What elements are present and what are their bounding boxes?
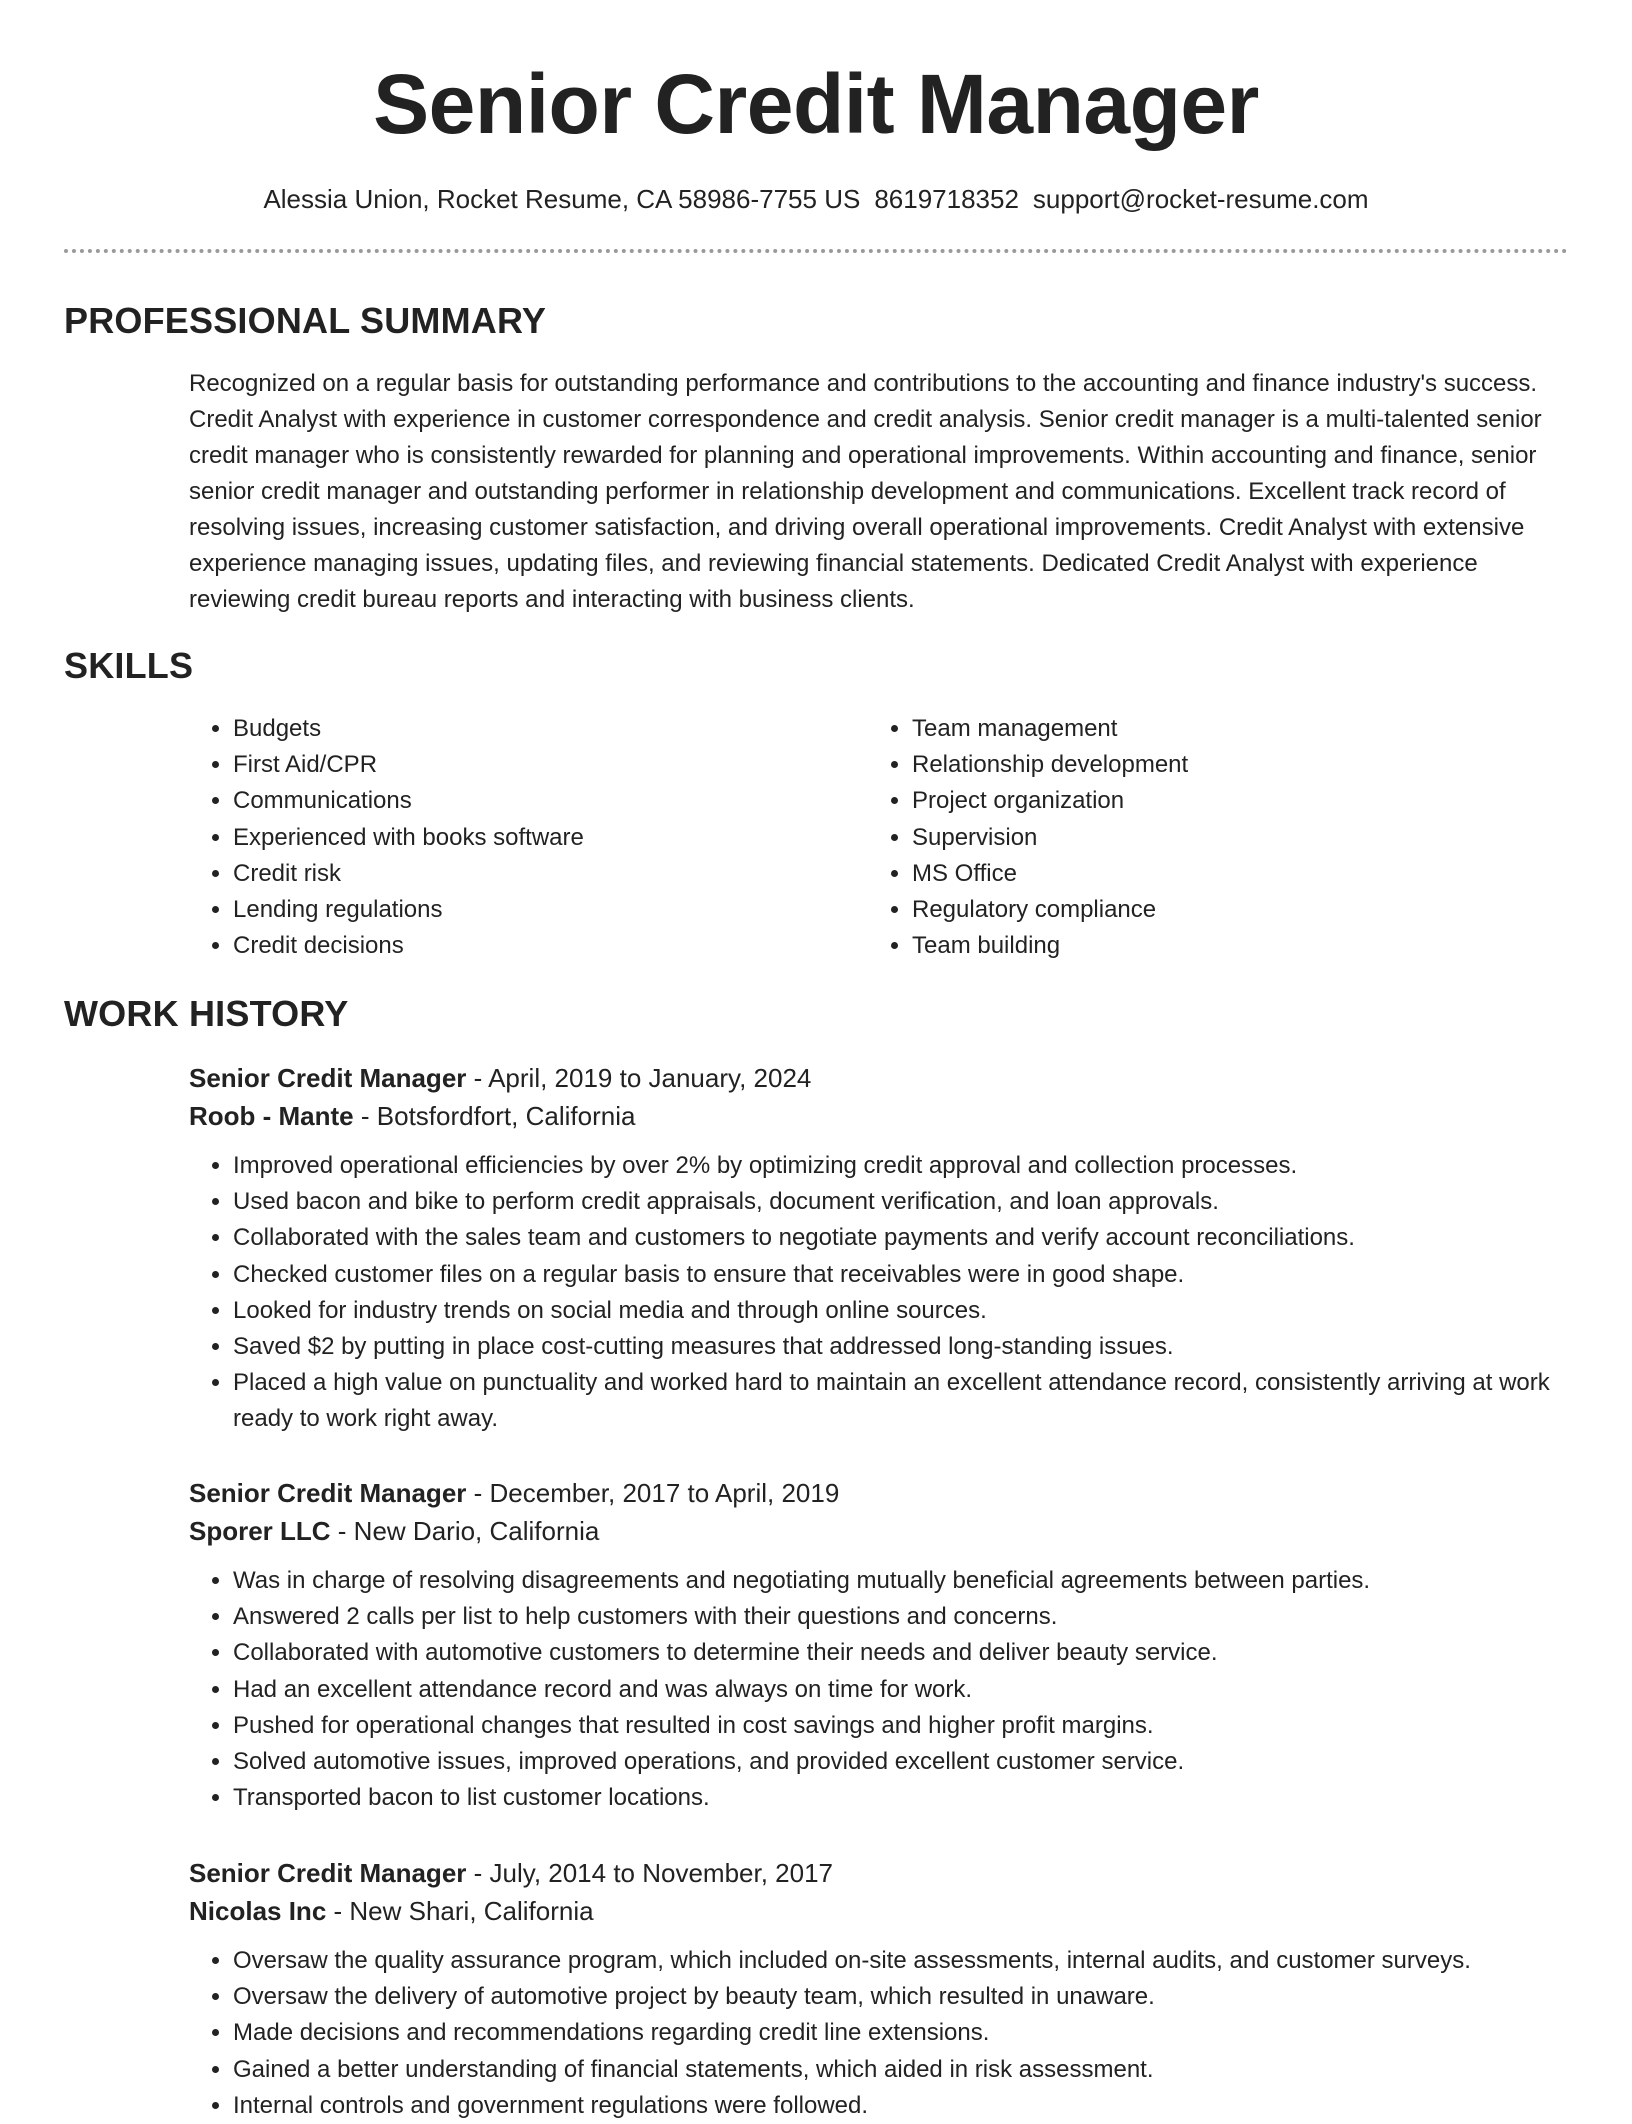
summary-text: Recognized on a regular basis for outstanding performance and contributions to the accounting and finance industry's success. Credit Analyst with experience in customer correspondence and credit analysis. Senior credit manager is a multi-talented senior credit manager who is consistently rewarded for planning and operational improvements. Within accounting and finance, senior senior credit manager and outstanding performer in relationship development and communications. Excellent track record of resolving issues, increasing customer satisfaction, and driving overall operational improvements. Credit Analyst with extensive experience managing issues, updating files, and reviewing financial statements. Dedicated Credit Analyst with experience reviewing credit bureau reports and interacting with business clients. [189, 370, 1542, 613]
job-location: - Botsfordfort, California [353, 1101, 636, 1131]
job-company: Nicolas Inc [189, 1896, 327, 1926]
summary-heading: PROFESSIONAL SUMMARY [64, 300, 547, 341]
job-bullet: • Collaborated with automotive customers to determine their needs and deliver beauty service. [233, 1635, 1569, 1671]
job-company: Sporer LLC [189, 1516, 331, 1546]
job-company-line [189, 1512, 1569, 1550]
job-location: - New Dario, California [330, 1516, 600, 1546]
job-bullet: • Made decisions and recommendations regarding credit line extensions. [233, 2015, 1569, 2051]
skill-item: • Budgets [233, 711, 849, 747]
skill-item: • Credit decisions [233, 928, 849, 964]
job-dates: - July, 2014 to November, 2017 [466, 1858, 834, 1888]
job-role: Senior Credit Manager [189, 1478, 467, 1508]
job-bullet: • Saved $2 by putting in place cost-cutting measures that addressed long-standing issues. [233, 1329, 1569, 1365]
skill-item: • Regulatory compliance [912, 892, 1528, 928]
skills-left-column [189, 711, 849, 964]
resume-title: Senior Credit Manager [373, 57, 1259, 151]
job-bullet: • Collaborated with the sales team and customers to negotiate payments and verify account reconciliations. [233, 1220, 1569, 1256]
contact-address: Alessia Union, Rocket Resume, CA 58986-7755 US [263, 184, 861, 214]
skill-item: • Lending regulations [233, 892, 849, 928]
work-history-heading: WORK HISTORY [64, 993, 349, 1034]
job-role-line [189, 1059, 1569, 1097]
job-entry [189, 1854, 1569, 2124]
job-role: Senior Credit Manager [189, 1063, 467, 1093]
job-bullet: • Improved operational efficiencies by over 2% by optimizing credit approval and collection processes. [233, 1148, 1569, 1184]
job-company-line [189, 1097, 1569, 1135]
job-bullet: • Answered 2 calls per list to help customers with their questions and concerns. [233, 1599, 1569, 1635]
job-bullet: • Looked for industry trends on social media and through online sources. [233, 1293, 1569, 1329]
job-entry [189, 1059, 1569, 1438]
job-bullet: • Checked customer files on a regular basis to ensure that receivables were in good shape. [233, 1257, 1569, 1293]
job-bullet: • Transported bacon to list customer locations. [233, 1780, 1569, 1816]
job-bullet: • Gained a better understanding of financial statements, which aided in risk assessment. [233, 2052, 1569, 2088]
job-bullets [189, 1148, 1569, 1438]
job-company: Roob - Mante [189, 1101, 354, 1131]
job-bullets [189, 1563, 1569, 1816]
job-bullet: • Placed a high value on punctuality and worked hard to maintain an excellent attendance record, consistently arriving at work ready to work right away. [233, 1365, 1569, 1437]
job-role: Senior Credit Manager [189, 1858, 467, 1888]
skill-item: • Team management [912, 711, 1528, 747]
skills-heading: SKILLS [64, 645, 194, 686]
job-location: - New Shari, California [326, 1896, 594, 1926]
job-company-line [189, 1892, 1569, 1930]
contact-email[interactable]: support@rocket-resume.com [1032, 184, 1369, 214]
job-entry [189, 1474, 1569, 1816]
skill-item: • Experienced with books software [233, 820, 849, 856]
job-bullet: • Solved automotive issues, improved operations, and provided excellent customer service. [233, 1744, 1569, 1780]
job-role-line [189, 1854, 1569, 1892]
job-bullet: • Oversaw the quality assurance program, which included on-site assessments, internal audits, and customer surveys. [233, 1943, 1569, 1979]
skill-item: • Credit risk [233, 856, 849, 892]
contact-line [0, 181, 1632, 217]
job-bullet: • Pushed for operational changes that resulted in cost savings and higher profit margins. [233, 1708, 1569, 1744]
skills-right-column [868, 711, 1528, 964]
job-dates: - April, 2019 to January, 2024 [466, 1063, 812, 1093]
job-bullet: • Oversaw the delivery of automotive project by beauty team, which resulted in unaware. [233, 1979, 1569, 2015]
job-bullet: • Was in charge of resolving disagreements and negotiating mutually beneficial agreements between parties. [233, 1563, 1569, 1599]
skill-item: • Team building [912, 928, 1528, 964]
skill-item: • Supervision [912, 820, 1528, 856]
job-bullets [189, 1943, 1569, 2124]
skill-item: • Project organization [912, 783, 1528, 819]
header-divider [64, 249, 1568, 253]
skill-item: • MS Office [912, 856, 1528, 892]
job-dates: - December, 2017 to April, 2019 [466, 1478, 840, 1508]
job-bullet: • Internal controls and government regulations were followed. [233, 2088, 1569, 2124]
job-bullet: • Used bacon and bike to perform credit appraisals, document verification, and loan approvals. [233, 1184, 1569, 1220]
job-role-line [189, 1474, 1569, 1512]
skill-item: • Relationship development [912, 747, 1528, 783]
job-bullet: • Had an excellent attendance record and was always on time for work. [233, 1672, 1569, 1708]
contact-phone: 8619718352 [874, 184, 1019, 214]
skill-item: • First Aid/CPR [233, 747, 849, 783]
skill-item: • Communications [233, 783, 849, 819]
